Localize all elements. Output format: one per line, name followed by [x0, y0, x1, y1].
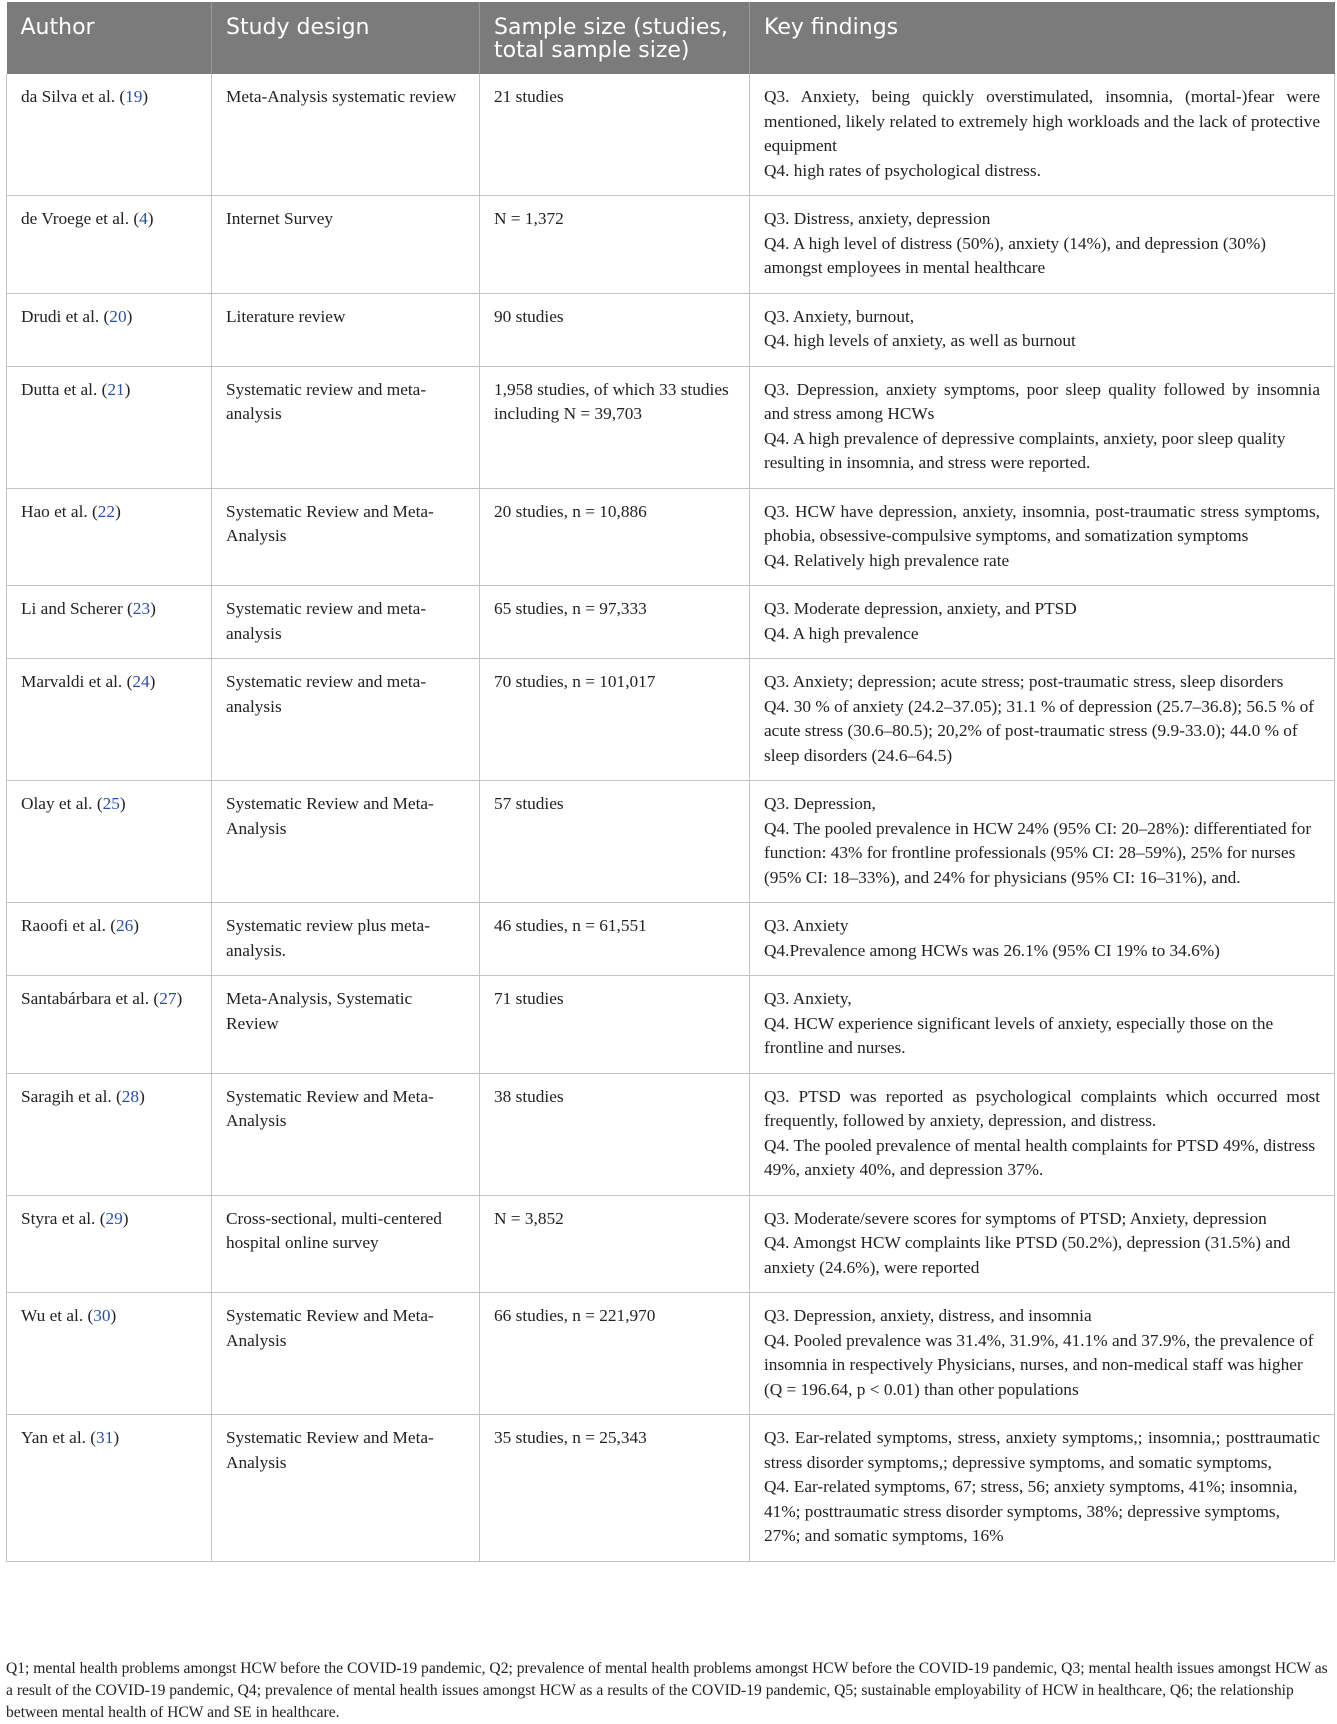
author-close: )	[142, 87, 149, 106]
key-findings-cell	[750, 586, 1335, 659]
key-findings-cell	[750, 903, 1335, 976]
author-cell	[7, 1293, 212, 1415]
sample-size-cell: 57 studies	[480, 781, 750, 903]
study-design-cell: Systematic Review and Meta-Analysis	[212, 781, 480, 903]
finding-q3: Q3. Moderate/severe scores for symptoms of PTSD; Anxiety, depression	[764, 1208, 1267, 1228]
author-name: Santabárbara et al. (	[21, 989, 160, 1008]
author-close: )	[124, 379, 131, 399]
key-findings-cell	[750, 1073, 1335, 1195]
finding-q4: Q4. Amongst HCW complaints like PTSD (50.2%), depression (31.5%) and anxiety (24.6%), were reported	[764, 1233, 1291, 1277]
header-row	[7, 2, 1335, 74]
table-footnote: Q1; mental health problems amongst HCW before the COVID-19 pandemic, Q2; prevalence of mental health problems amongst HCW before the COVID-19 pandemic, Q3; mental health issues amongst HCW as a result of the COVID-19 pandemic, Q4; prevalence of mental health issues amongst HCW as a results of the COVID-19 pandemic, Q5; sustainable employability of HCW in healthcare, Q6; the relationship between mental health of HCW and SE in healthcare.	[6, 1660, 1328, 1721]
study-design-cell: Systematic Review and Meta-Analysis	[212, 488, 480, 586]
author-cell	[7, 781, 212, 903]
study-design-cell: Literature review	[212, 293, 480, 366]
sample-size-cell: 38 studies	[480, 1073, 750, 1195]
author-cell	[7, 488, 212, 586]
author-close: )	[133, 916, 140, 935]
review-table	[6, 2, 1335, 1562]
key-findings-cell	[750, 1293, 1335, 1415]
author-name: de Vroege et al. (	[21, 209, 140, 228]
study-design-cell: Meta-Analysis systematic review	[212, 74, 480, 196]
finding-q3: Q3. Ear-related symptoms, stress, anxiety symptoms,; insomnia,; posttraumatic stress disorder symptoms,; depressive symptoms, and somatic symptoms,	[764, 1428, 1320, 1472]
finding-q4: Q4. Relatively high prevalence rate	[764, 550, 1010, 570]
sample-size-cell: 70 studies, n = 101,017	[480, 659, 750, 781]
author-name: Hao et al. (	[21, 501, 98, 521]
author-close: )	[139, 1086, 145, 1106]
author-close: )	[122, 1208, 129, 1228]
sample-size-cell: N = 1,372	[480, 196, 750, 294]
key-findings-cell	[750, 488, 1335, 586]
study-design-cell: Cross-sectional, multi-centered hospital online survey	[212, 1195, 480, 1293]
author-name: Raoofi et al. (	[21, 916, 117, 935]
table-row	[7, 1195, 1335, 1293]
finding-q4: Q4. The pooled prevalence in HCW 24% (95% CI: 20–28%): differentiated for function: 43% for frontline professionals (95% CI: 28–59%), 25% for nurses (95% CI: 18–33%), and 24% for physicians (95% CI: 16–31%), and.	[764, 818, 1312, 887]
citation-link[interactable]: 20	[109, 306, 127, 326]
key-findings-cell	[750, 976, 1335, 1074]
author-name: Dutta et al. (	[21, 379, 108, 399]
header-sample-size: Sample size (studies, total sample size)	[480, 2, 750, 74]
finding-q4: Q4. high levels of anxiety, as well as burnout	[764, 331, 1076, 350]
table-row	[7, 196, 1335, 294]
finding-q3: Q3. Anxiety	[764, 916, 849, 935]
review-table-container	[6, 2, 1334, 1562]
finding-q3: Q3. Depression, anxiety symptoms, poor sleep quality followed by insomnia and stress among HCWs	[764, 379, 1320, 423]
author-name: Drudi et al. (	[21, 306, 110, 326]
author-cell	[7, 366, 212, 488]
finding-q4: Q4. A high prevalence of depressive complaints, anxiety, poor sleep quality resulting in insomnia, and stress were reported.	[764, 428, 1286, 472]
study-design-cell: Systematic Review and Meta-Analysis	[212, 1293, 480, 1415]
table-row	[7, 488, 1335, 586]
sample-size-cell: 66 studies, n = 221,970	[480, 1293, 750, 1415]
author-name: Olay et al. (	[21, 794, 103, 813]
citation-link[interactable]: 28	[121, 1086, 140, 1106]
author-cell	[7, 659, 212, 781]
sample-size-cell: 20 studies, n = 10,886	[480, 488, 750, 586]
study-design-cell: Meta-Analysis, Systematic Review	[212, 976, 480, 1074]
author-close: )	[149, 672, 156, 691]
citation-link[interactable]: 29	[105, 1208, 123, 1228]
author-name: Marvaldi et al. (	[21, 672, 133, 691]
finding-q3: Q3. Depression,	[764, 794, 876, 813]
table-row	[7, 293, 1335, 366]
finding-q3: Q3. Anxiety, burnout,	[764, 306, 915, 326]
author-close: )	[113, 1428, 120, 1447]
header-key-findings: Key findings	[750, 2, 1335, 74]
finding-q3: Q3. Anxiety; depression; acute stress; post-traumatic stress, sleep disorders	[764, 672, 1284, 691]
study-design-cell: Systematic review and meta-analysis	[212, 366, 480, 488]
finding-q4: Q4. 30 % of anxiety (24.2–37.05); 31.1 % of depression (25.7–36.8); 56.5 % of acute stress (30.6–80.5); 20,2% of post-traumatic stress (9.9-33.0); 44.0 % of sleep disorders (24.6–64.5)	[764, 696, 1315, 765]
finding-q4: Q4. Ear-related symptoms, 67; stress, 56; anxiety symptoms, 41%; insomnia, 41%; posttraumatic stress disorder symptoms, 38%; depressive symptoms, 27%; and somatic symptoms, 16%	[764, 1477, 1298, 1545]
key-findings-cell	[750, 781, 1335, 903]
sample-size-cell: 35 studies, n = 25,343	[480, 1415, 750, 1562]
citation-link[interactable]: 23	[132, 599, 151, 618]
finding-q3: Q3. Distress, anxiety, depression	[764, 209, 991, 228]
table-row	[7, 586, 1335, 659]
study-design-cell: Systematic review and meta-analysis	[212, 586, 480, 659]
sample-size-cell: N = 3,852	[480, 1195, 750, 1293]
key-findings-cell	[750, 366, 1335, 488]
author-name: Li and Scherer (	[21, 599, 133, 618]
citation-link[interactable]: 24	[132, 672, 150, 691]
sample-size-cell: 21 studies	[480, 74, 750, 196]
finding-q4: Q4. A high prevalence	[764, 623, 919, 643]
table-body	[7, 74, 1335, 1561]
finding-q4: Q4. A high level of distress (50%), anxiety (14%), and depression (30%) amongst employees in mental healthcare	[764, 233, 1267, 277]
finding-q3: Q3. Moderate depression, anxiety, and PTSD	[764, 599, 1077, 618]
header-study-design: Study design	[212, 2, 480, 74]
key-findings-cell	[750, 659, 1335, 781]
author-close: )	[147, 209, 154, 228]
table-row	[7, 74, 1335, 196]
table-row	[7, 1073, 1335, 1195]
author-name: Styra et al. (	[21, 1208, 106, 1228]
key-findings-cell	[750, 74, 1335, 196]
finding-q4: Q4.Prevalence among HCWs was 26.1% (95% CI 19% to 34.6%)	[764, 940, 1220, 960]
finding-q3: Q3. HCW have depression, anxiety, insomnia, post-traumatic stress symptoms, phobia, obsessive-compulsive symptoms, and somatization symptoms	[764, 501, 1320, 545]
author-close: )	[176, 989, 183, 1008]
author-cell	[7, 586, 212, 659]
finding-q4: Q4. Pooled prevalence was 31.4%, 31.9%, 41.1% and 37.9%, the prevalence of insomnia in respectively Physicians, nurses, and non-medical staff was higher (Q = 196.64, p < 0.01) than other populations	[764, 1330, 1314, 1399]
author-close: )	[115, 501, 121, 521]
table-row	[7, 781, 1335, 903]
citation-link[interactable]: 26	[116, 916, 134, 935]
citation-link[interactable]: 31	[96, 1428, 114, 1447]
sample-size-cell: 1,958 studies, of which 33 studies including N = 39,703	[480, 366, 750, 488]
finding-q4: Q4. high rates of psychological distress.	[764, 160, 1041, 180]
table-row	[7, 903, 1335, 976]
author-cell	[7, 903, 212, 976]
author-cell	[7, 1073, 212, 1195]
citation-link[interactable]: 27	[159, 989, 177, 1008]
table-row	[7, 659, 1335, 781]
author-cell	[7, 293, 212, 366]
finding-q3: Q3. Anxiety, being quickly overstimulated, insomnia, (mortal-)fear were mentioned, likely related to extremely high workloads and the lack of protective equipment	[764, 87, 1320, 155]
key-findings-cell	[750, 293, 1335, 366]
table-row	[7, 1293, 1335, 1415]
finding-q3: Q3. Depression, anxiety, distress, and insomnia	[764, 1306, 1092, 1325]
author-close: )	[110, 1306, 117, 1325]
citation-link[interactable]: 30	[93, 1306, 111, 1325]
author-cell	[7, 1415, 212, 1562]
study-design-cell: Systematic Review and Meta-Analysis	[212, 1415, 480, 1562]
author-name: da Silva et al. (	[21, 87, 126, 106]
finding-q3: Q3. PTSD was reported as psychological complaints which occurred most frequently, followed by anxiety, depression, and distress.	[764, 1086, 1320, 1130]
author-close: )	[150, 599, 156, 618]
study-design-cell: Systematic review and meta-analysis	[212, 659, 480, 781]
table-row	[7, 976, 1335, 1074]
key-findings-cell	[750, 1415, 1335, 1562]
key-findings-cell	[750, 196, 1335, 294]
study-design-cell: Internet Survey	[212, 196, 480, 294]
citation-link[interactable]: 4	[139, 209, 148, 228]
author-cell	[7, 74, 212, 196]
finding-q4: Q4. HCW experience significant levels of anxiety, especially those on the frontline and nurses.	[764, 1013, 1274, 1057]
sample-size-cell: 46 studies, n = 61,551	[480, 903, 750, 976]
sample-size-cell: 65 studies, n = 97,333	[480, 586, 750, 659]
finding-q4: Q4. The pooled prevalence of mental health complaints for PTSD 49%, distress 49%, anxiety 40%, and depression 37%.	[764, 1135, 1316, 1179]
author-close: )	[126, 306, 133, 326]
author-cell	[7, 196, 212, 294]
citation-link[interactable]: 22	[97, 501, 116, 521]
author-cell	[7, 976, 212, 1074]
author-name: Saragih et al. (	[21, 1086, 122, 1106]
citation-link[interactable]: 25	[102, 794, 120, 813]
header-author: Author	[7, 2, 212, 74]
study-design-cell: Systematic review plus meta-analysis.	[212, 903, 480, 976]
study-design-cell: Systematic Review and Meta-Analysis	[212, 1073, 480, 1195]
author-name: Wu et al. (	[21, 1306, 94, 1325]
author-cell	[7, 1195, 212, 1293]
author-name: Yan et al. (	[21, 1428, 97, 1447]
key-findings-cell	[750, 1195, 1335, 1293]
table-row	[7, 1415, 1335, 1562]
author-close: )	[119, 794, 126, 813]
finding-q3: Q3. Anxiety,	[764, 989, 852, 1008]
citation-link[interactable]: 19	[125, 87, 143, 106]
sample-size-cell: 71 studies	[480, 976, 750, 1074]
citation-link[interactable]: 21	[107, 379, 125, 399]
table-row	[7, 366, 1335, 488]
sample-size-cell: 90 studies	[480, 293, 750, 366]
